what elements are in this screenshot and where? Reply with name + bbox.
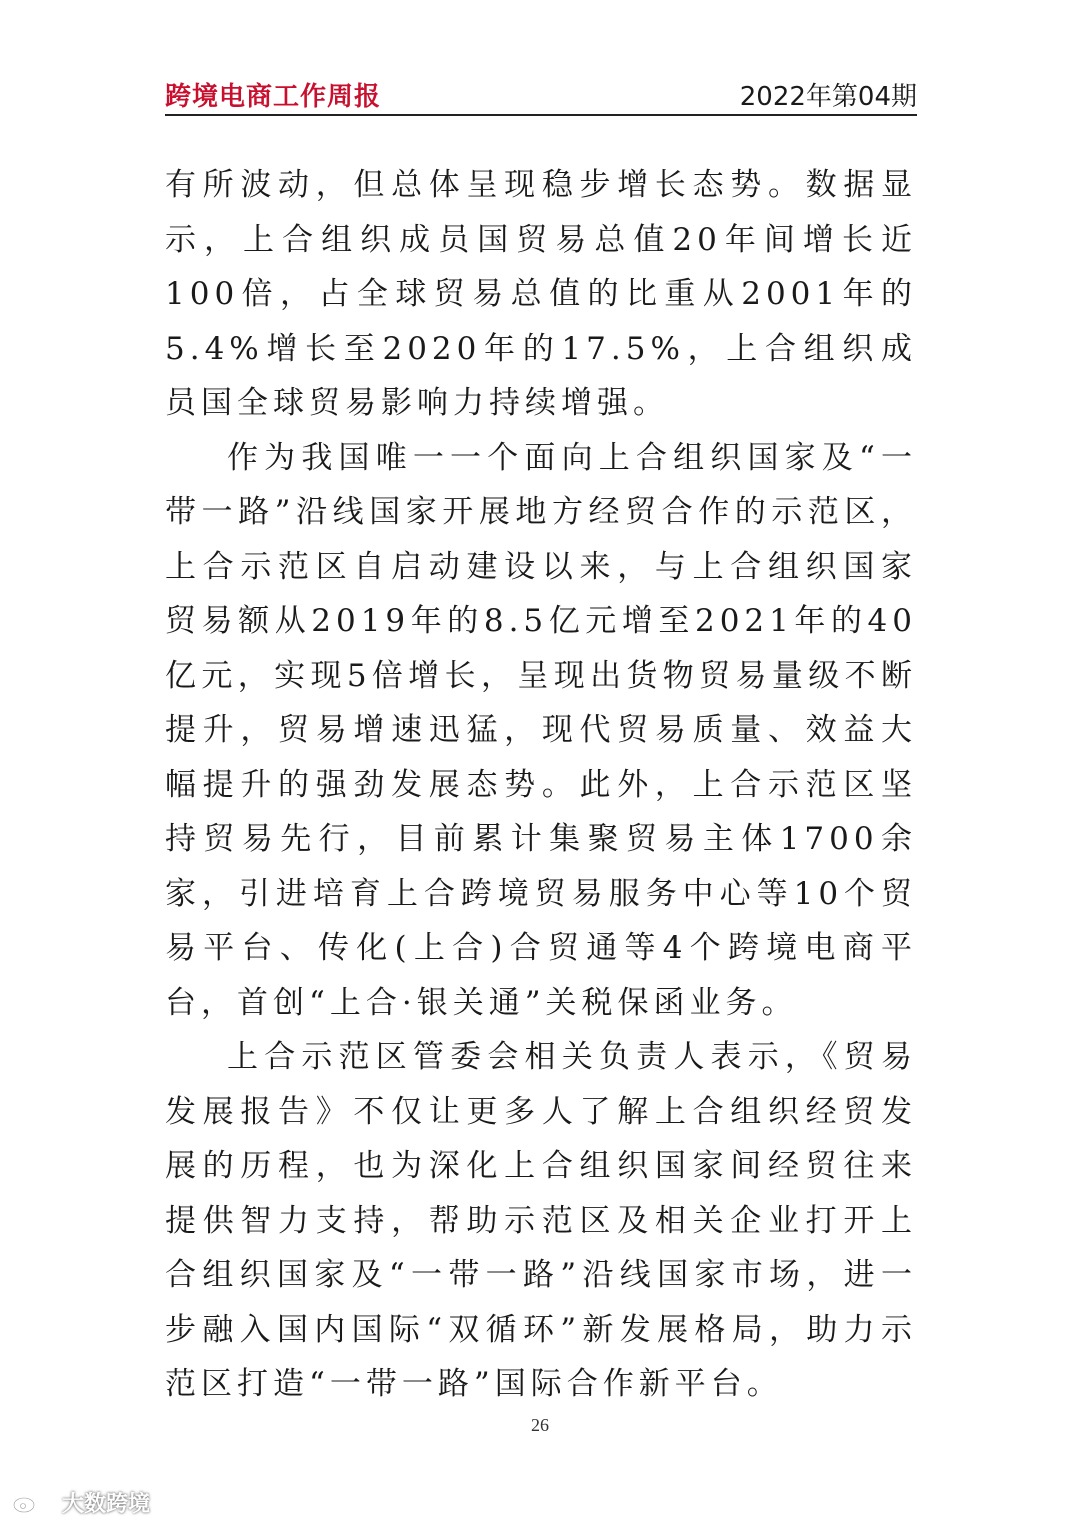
header-issue: 2022年第04期 [739,82,917,112]
watermark-text: 大数跨境 [62,1492,151,1517]
paragraph-3: 上合示范区管委会相关负责人表示，《贸易发展报告》不仅让更多人了解上合组织经贸发展的历程，也为深化上合组织国家间经贸往来提供智力支持，帮助示范区及相关企业打开上合组织国家及“一带一路”沿线国家市场，进一步融入国内国际“双循环”新发展格局，助力示范区打造“一带一路”国际合作新平台。 [165,1039,917,1402]
weibo-logo-icon [12,1492,56,1514]
paragraph-2: 作为我国唯一一个面向上合组织国家及“一带一路”沿线国家开展地方经贸合作的示范区，上合示范区自启动建设以来，与上合组织国家贸易额从2019年的8.5亿元增至2021年的40亿元，实现5倍增长，呈现出货物贸易量级不断提升，贸易增速迅猛，现代贸易质量、效益大幅提升的强劲发展态势。此外，上合示范区坚持贸易先行，目前累计集聚贸易主体1700余家，引进培育上合跨境贸易服务中心等10个贸易平台、传化(上合)合贸通等4个跨境电商平台，首创“上合·银关通”关税保函业务。 [165,439,917,1021]
body-text [165,158,917,1412]
page-number: 26 [531,1415,549,1435]
paragraph-1: 有所波动，但总体呈现稳步增长态势。数据显示，上合组织成员国贸易总值20年间增长近100倍，占全球贸易总值的比重从2001年的5.4%增长至2020年的17.5%，上合组织成员国全球贸易影响力持续增强。 [165,167,917,421]
page-header [165,74,917,116]
watermark [12,1487,150,1518]
header-title: 跨境电商工作周报 [165,82,382,112]
